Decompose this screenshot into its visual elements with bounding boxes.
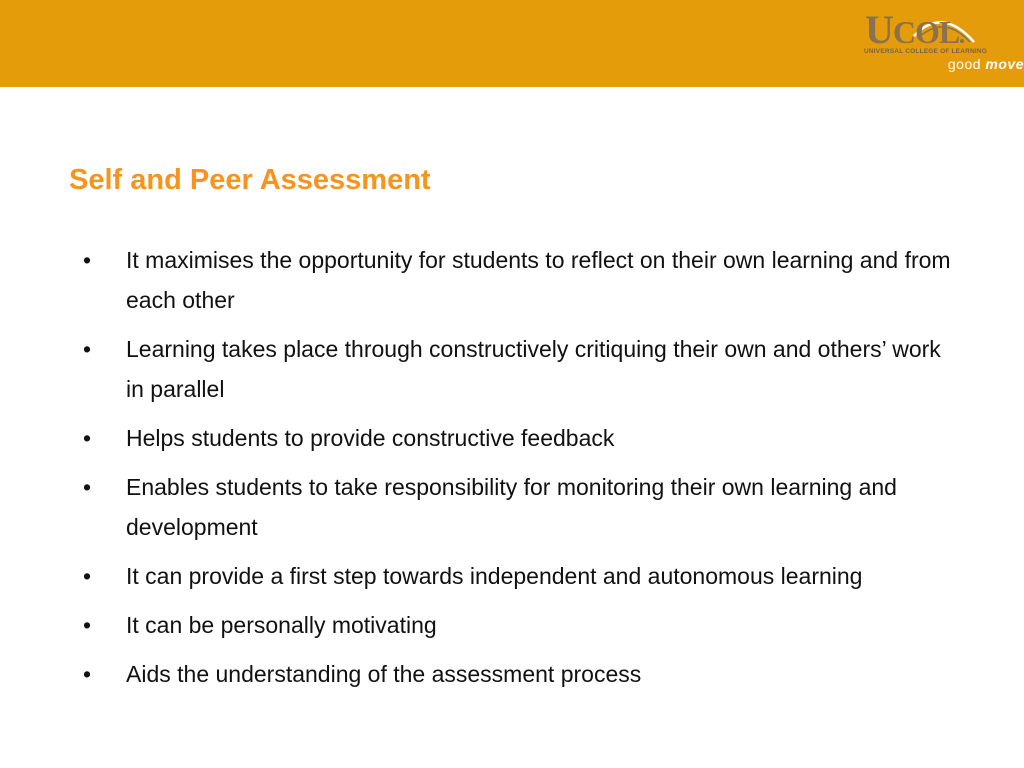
bullet-item [83, 467, 953, 547]
bullet-item [83, 329, 953, 409]
tagline-move: move [985, 56, 1024, 72]
bullet-text: Enables students to take responsibility for monitoring their own learning and development [126, 474, 897, 540]
bullet-icon: • [83, 661, 92, 687]
bullet-text: Learning takes place through constructively critiquing their own and others’ work in parallel [126, 336, 941, 402]
logo-wordmark: UCOL [865, 10, 964, 50]
bullet-list [83, 240, 953, 703]
bullet-text: Aids the understanding of the assessment process [126, 661, 642, 687]
tagline [948, 56, 1024, 72]
slide-title: Self and Peer Assessment [69, 164, 431, 196]
bullet-icon: • [83, 247, 92, 273]
bullet-text: Helps students to provide constructive feedback [126, 425, 615, 451]
bullet-item [83, 418, 953, 458]
bullet-icon: • [83, 563, 92, 589]
bullet-item [83, 654, 953, 694]
bullet-item [83, 605, 953, 645]
bullet-text: It can provide a first step towards independent and autonomous learning [126, 563, 863, 589]
bullet-item [83, 556, 953, 596]
bullet-icon: • [83, 425, 92, 451]
bullet-item [83, 240, 953, 320]
bullet-text: It can be personally motivating [126, 612, 437, 638]
bullet-icon: • [83, 336, 92, 362]
tagline-good: good [947, 56, 982, 72]
logo-subtitle: UNIVERSAL COLLEGE OF LEARNING [864, 48, 988, 55]
bullet-text: It maximises the opportunity for students to reflect on their own learning and from each other [126, 247, 951, 313]
bullet-icon: • [83, 612, 92, 638]
header-band [0, 0, 1024, 87]
bullet-icon: • [83, 474, 92, 500]
